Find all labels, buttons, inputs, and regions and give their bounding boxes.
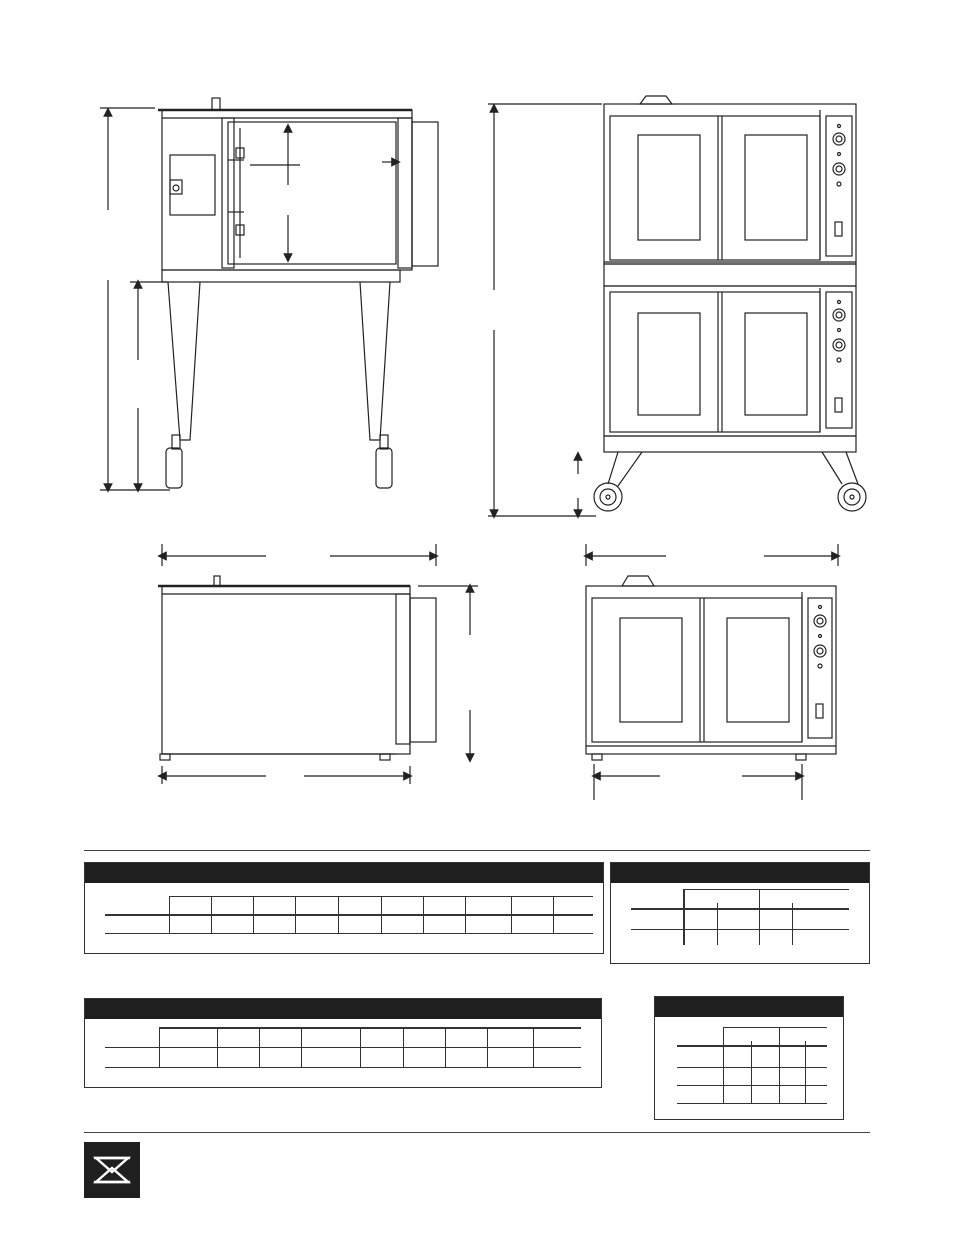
section-divider-bottom bbox=[84, 1132, 870, 1133]
spec-table-3 bbox=[84, 998, 602, 1088]
spec-table-4 bbox=[654, 996, 844, 1120]
table-title bbox=[655, 1002, 661, 1013]
brand-logo bbox=[84, 1142, 140, 1198]
table-title bbox=[611, 868, 617, 879]
table-header-bar bbox=[85, 999, 601, 1019]
table-header-bar bbox=[611, 863, 869, 883]
table-header-bar bbox=[655, 997, 843, 1017]
side-elevation-single-deck bbox=[158, 544, 478, 784]
spec-table-2 bbox=[610, 862, 870, 964]
spec-table-1 bbox=[84, 862, 604, 954]
side-elevation-double-stack bbox=[100, 98, 438, 490]
table-title bbox=[85, 1004, 91, 1015]
brand-logo-icon bbox=[84, 1142, 140, 1198]
section-divider-top bbox=[84, 850, 870, 851]
front-elevation-double-stack bbox=[488, 96, 866, 516]
front-elevation-single-deck bbox=[586, 544, 838, 800]
table-title bbox=[85, 868, 91, 879]
table-header-bar bbox=[85, 863, 603, 883]
